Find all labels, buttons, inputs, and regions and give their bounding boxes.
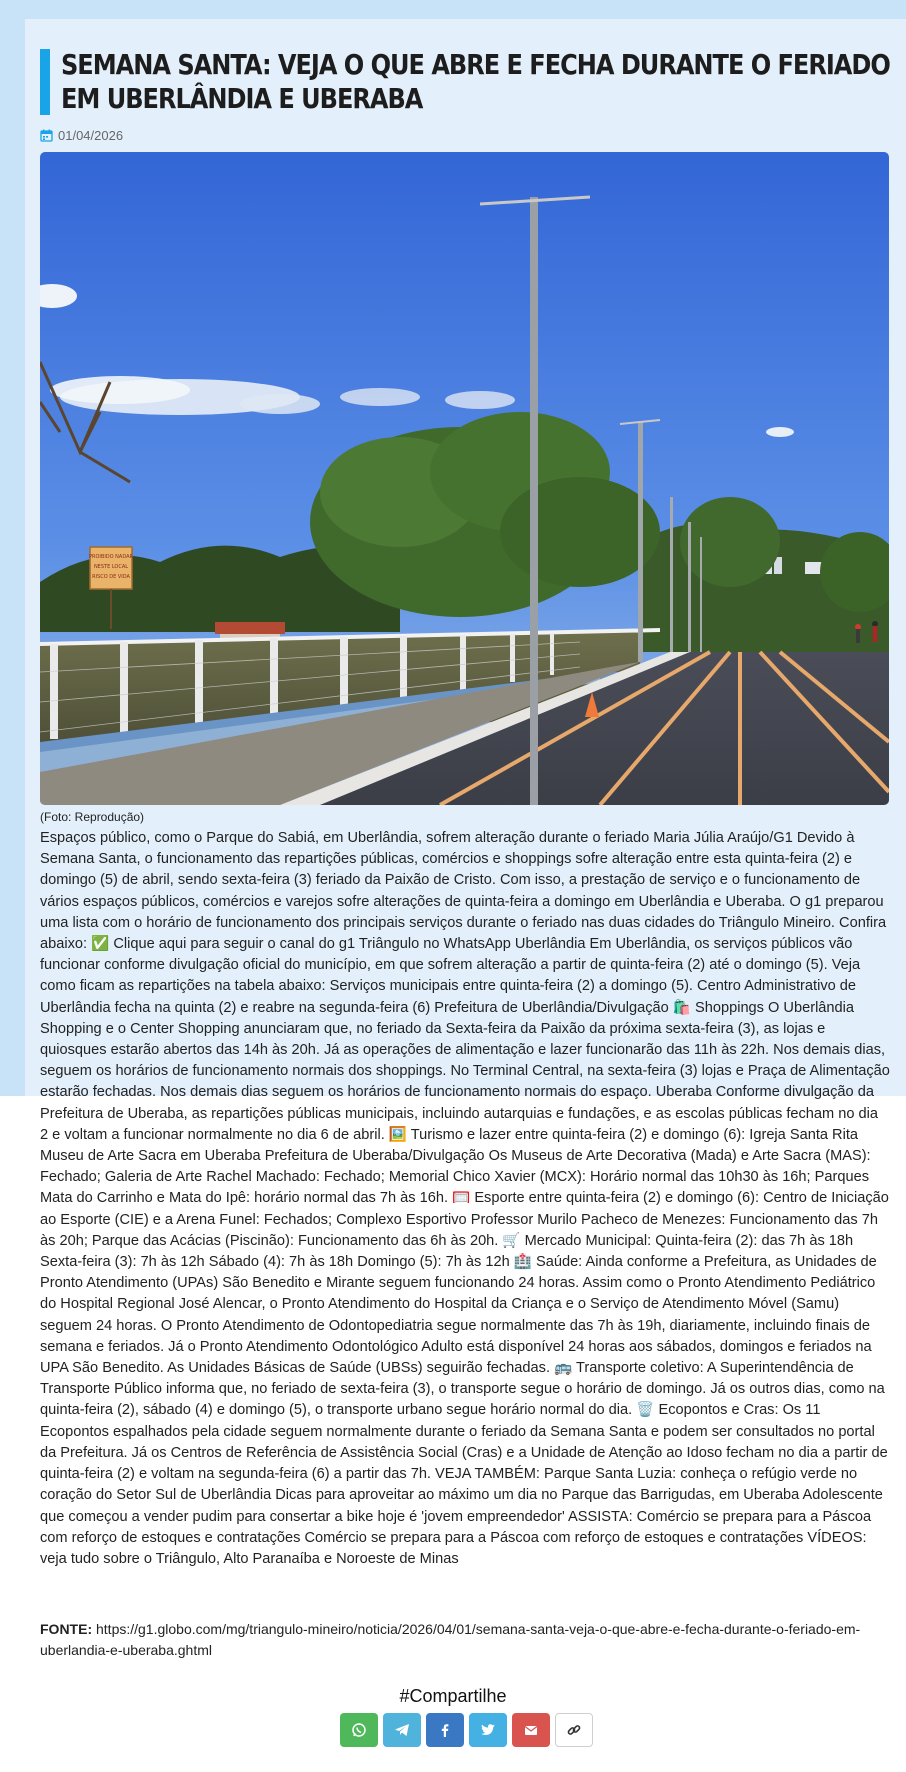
telegram-icon: [394, 1722, 410, 1738]
link-icon: [566, 1722, 582, 1738]
article-photo: [40, 152, 889, 805]
article-title: SEMANA SANTA: VEJA O QUE ABRE E FECHA DURANTE O FERIADO EM UBERLÂNDIA E UBERABA: [61, 48, 890, 115]
share-email-button[interactable]: [512, 1713, 550, 1747]
calendar-icon: [40, 129, 53, 142]
sign-line-3: RISCO DE VIDA: [92, 574, 130, 580]
sign-line-1: PROIBIDO NADAR: [89, 554, 133, 560]
email-icon: [523, 1722, 539, 1738]
share-telegram-button[interactable]: [383, 1713, 421, 1747]
article-source: [40, 1619, 890, 1661]
facebook-icon: [437, 1722, 453, 1738]
share-label: #Compartilhe: [399, 1686, 507, 1706]
share-facebook-button[interactable]: [426, 1713, 464, 1747]
share-twitter-button[interactable]: [469, 1713, 507, 1747]
date-text: 01/04/2026: [58, 128, 124, 143]
park-scene-illustration: [40, 152, 889, 805]
source-label: FONTE:: [40, 1621, 93, 1637]
copy-link-button[interactable]: [555, 1713, 593, 1747]
title-accent-bar: [40, 49, 50, 115]
whatsapp-icon: [351, 1722, 367, 1738]
photo-caption: (Foto: Reprodução): [40, 810, 145, 824]
share-buttons: [340, 1713, 593, 1747]
twitter-icon: [480, 1722, 496, 1738]
article-date: [40, 128, 123, 143]
source-url[interactable]: https://g1.globo.com/mg/triangulo-mineiro/noticia/2026/04/01/semana-santa-veja-o-que-abre-e-fecha-durante-o-feriado-em-uberlandia-e-uberaba.ghtml: [40, 1621, 861, 1658]
share-whatsapp-button[interactable]: [340, 1713, 378, 1747]
article-body: Espaços público, como o Parque do Sabiá, em Uberlândia, sofrem alteração durante o feriado Maria Júlia Araújo/G1 Devido à Semana Santa, o funcionamento das repartições públicas, comércios e shoppings sofre alteração entre esta quinta-feira (2) e domingo (5) de abril, sendo sexta-feira (3) feriado da Paixão de Cristo. Com isso, a prestação de serviço e o funcionamento de vários espaços públicos, comércios e varejos sofre alterações de quinta-feira a domingo em Uberlândia e Uberaba. O g1 preparou uma lista com o horário de funcionamento dos principais serviços durante o feriado nas duas cidades do Triângulo Mineiro. Confira abaixo: ✅ Clique aqui para seguir o canal do g1 Triângulo no WhatsApp Uberlândia Em Uberlândia, os serviços públicos vão funcionar conforme divulgação oficial do município, em que sofrem alteração a partir de quinta-feira (2) até o domingo (5). Veja como ficam as repartições na tabela abaixo: Serviços municipais entre quinta-feira (2) a domingo (5). Centro Administrativo de Uberlândia fecha na quinta (2) e reabre na segunda-feira (6) Prefeitura de Uberlândia/Divulgação 🛍️ Shoppings O Uberlândia Shopping e o Center Shopping anunciaram que, no feriado da Sexta-feira da Paixão da próxima sexta-feira (3), as lojas e quiosques estarão abertos das 14h às 20h. Já as operações de alimentação e lazer funcionarão das 11h às 22h. Nos demais dias, seguem os horários de funcionamento normais dos shoppings. No Terminal Central, na sexta-feira (3) lojas e Praça de Alimentação estarão fechadas. Nos demais dias seguem os horários de funcionamento normais do espaço. Uberaba Conforme divulgação da Prefeitura de Uberaba, as repartições públicas municipais, incluindo autarquias e fundações, e as escolas públicas fecham no dia 2 e voltam a funcionar normalmente no dia 6 de abril. 🖼️ Turismo e lazer entre quinta-feira (2) e domingo (6): Igreja Santa Rita Museu de Arte Sacra em Uberaba Prefeitura de Uberaba/Divulgação Os Museus de Arte Decorativa (Mada) e Arte Sacra (MAS): Fechado; Galeria de Arte Rachel Machado: Fechado; Memorial Chico Xavier (MCX): Horário normal das 10h30 às 16h; Parques Mata do Carrinho e Mata do Ipê: horário normal das 7h às 16h. 🥅 Esporte entre quinta-feira (2) e domingo (6): Centro de Iniciação ao Esporte (CIE) e a Arena Funel: Fechados; Complexo Esportivo Professor Murilo Pacheco de Menezes: Funcionamento das 7h às 20h; Parque das Acácias (Piscinão): Funcionamento das 6h às 20h. 🛒 Mercado Municipal: Quinta-feira (2): das 7h às 18h Sexta-feira (3): 7h às 12h Sábado (4): 7h às 18h Domingo (5): 7h às 12h 🏥 Saúde: Ainda conforme a Prefeitura, as Unidades de Pronto Atendimento (UPAs) São Benedito e Mirante seguem funcionando 24 horas. Assim como o Pronto Atendimento Pediátrico do Hospital Regional José Alencar, o Pronto Atendimento do Hospital da Criança e o Serviço de Atendimento Móvel (Samu) seguem 24 horas. O Pronto Atendimento de Odontopediatria segue normalmente das 7h às 19h, diariamente, incluindo finais de semana e feriados. Já o Pronto Atendimento Odontológico Adulto está disponível 24 horas aos sábados, domingos e feriados na UPA São Benedito. As Unidades Básicas de Saúde (UBSs) seguirão fechadas. 🚌 Transporte coletivo: A Superintendência de Transporte Público informa que, no feriado de sexta-feira (3), o transporte segue o horário de domingo. Já os outros dias, como na quinta-feira (2), sábado (4) e domingo (5), o transporte urbano segue horário normal do dia. 🗑️ Ecopontos e Cras: Os 11 Ecopontos espalhados pela cidade seguem normalmente durante o feriado da Semana Santa e podem ser consultados no portal da Prefeitura. Já os Centros de Referência de Assistência Social (Cras) e a Unidade de Atenção ao Idoso fecham no dia a partir de quinta-feira (2) e voltam na segunda-feira (6) a partir das 7h. VEJA TAMBÉM: Parque Santa Luzia: conheça o refúgio verde no coração do Setor Sul de Uberlândia Dicas para aproveitar ao máximo um dia no Parque das Barrigudas, em Uberaba Adolescente que começou a vender pudim para consertar a bike hoje é 'jovem empreendedor' ASSISTA: Comércio se prepara para a Páscoa com reforço de estoques e contratações Comércio se prepara para a Páscoa com reforço de estoques e contratações VÍDEOS: veja tudo sobre o Triângulo, Alto Paranaíba e Noroeste de Minas: [40, 830, 890, 1567]
sign-line-2: NESTE LOCAL: [93, 564, 129, 570]
